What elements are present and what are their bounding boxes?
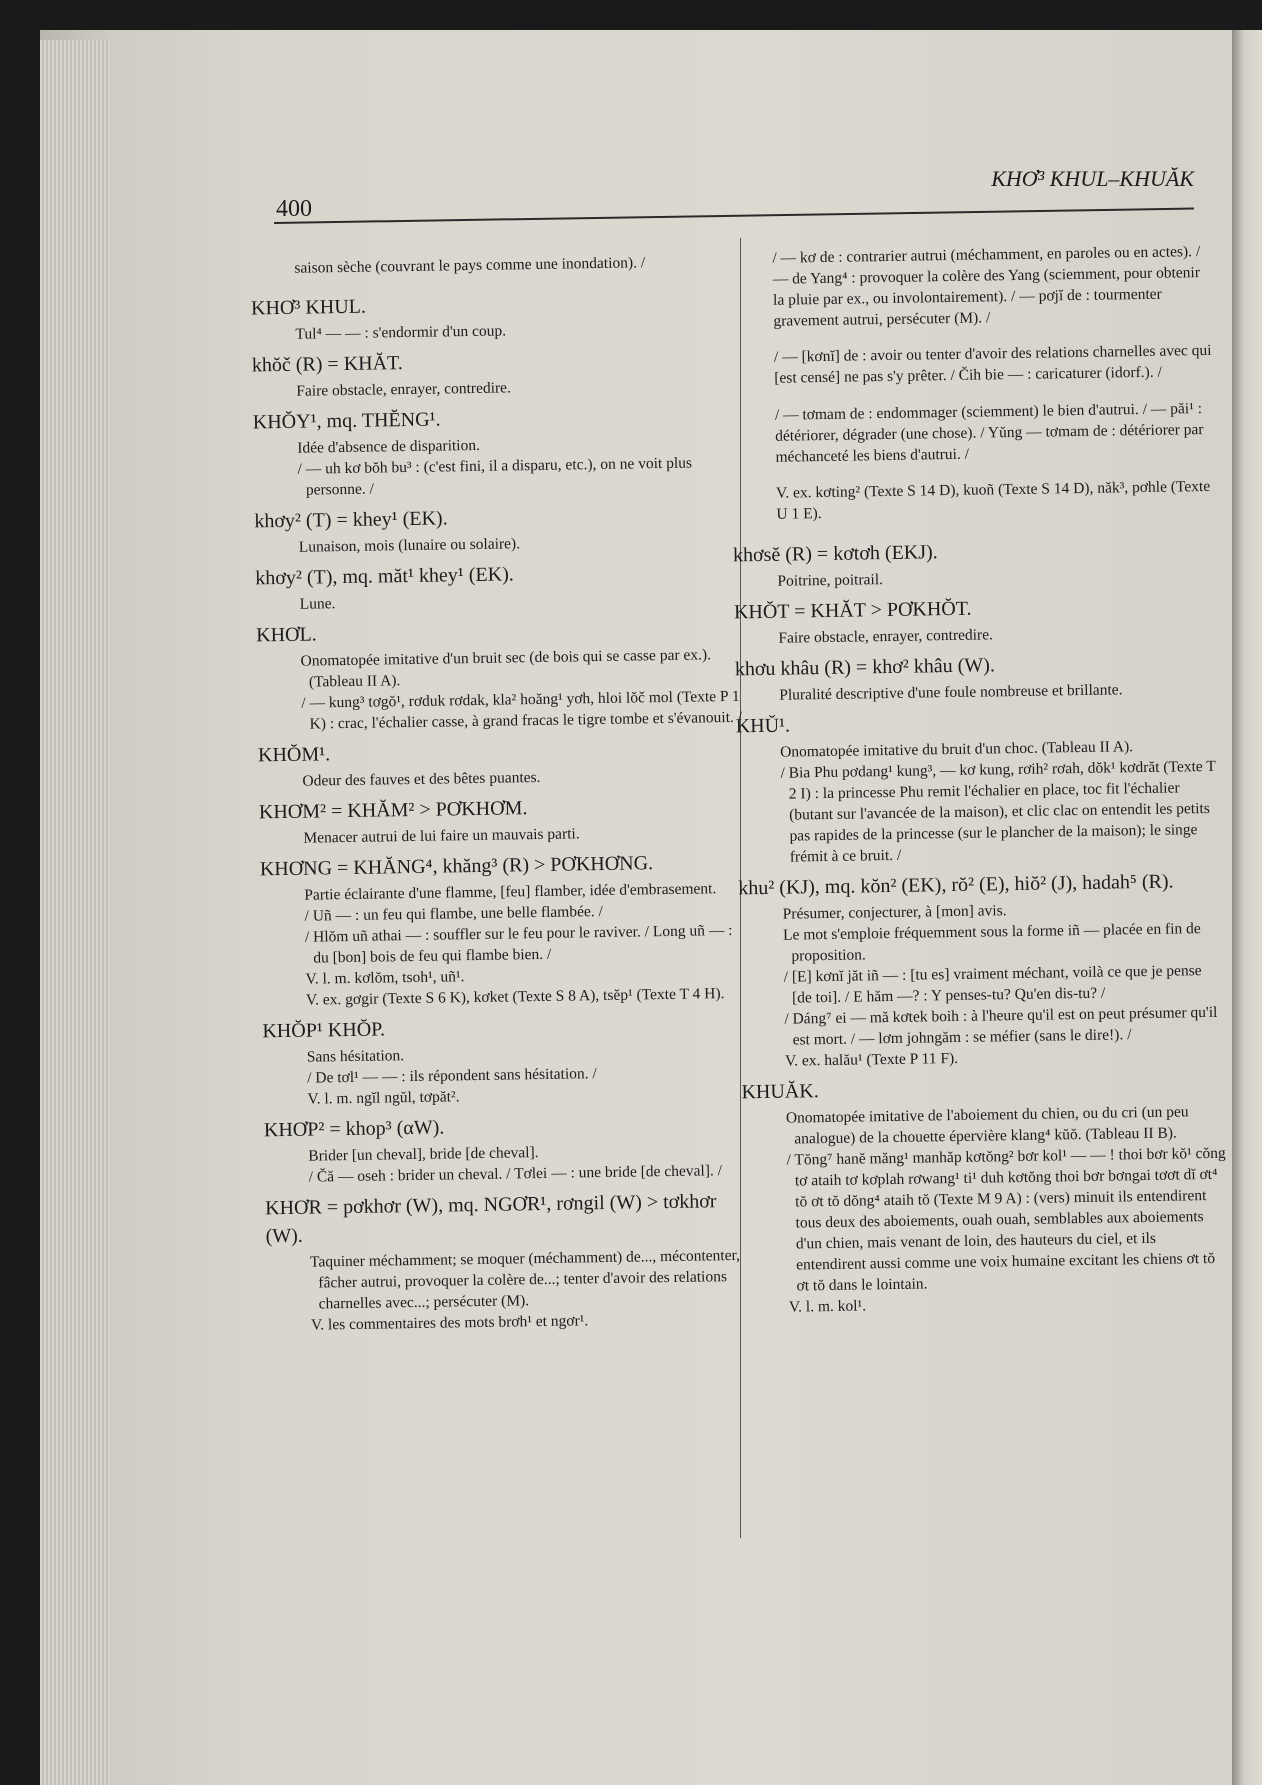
entry-headword: KHƠNG = KHĂNG⁴, khăng³ (R) > PƠKHƠNG. [259,852,654,881]
entry-definition-line: Brider [un cheval], bride [de cheval]. [308,1144,539,1165]
dictionary-entry [251,344,738,402]
entry-definition-line: V. l. m. ngĭl ngŭl, tơpăt². [307,1088,460,1108]
entry-definition-line: Faire obstacle, enrayer, contredire. [296,379,512,400]
entry-definition-line: V. ex. kơting² (Texte S 14 D), kuoñ (Texte S 14 D), năk³, pơhle (Texte U 1 E). [775,477,1211,523]
entry-definition-line: / — kơ de : contrarier autrui (méchamment, en paroles ou en actes). / — de Yang⁴ : provoquer la colère des Yang (sciemment, pour obtenir la pluie par ex., ou involontairement). / — pơjĭ de : tourmenter gravement autrui, persécuter (M). / [772,242,1201,330]
entry-definition-line: / Dáng⁷ ei — mă kơtek boih : à l'heure qu'il est on peut présumer qu'il est mort. / — lơm johngăm : se méfier (sans le dire!). / [784,1003,1218,1049]
entry-definition-line: Partie éclairante d'une flamme, [feu] flamber, idée d'embrasement. [304,880,717,904]
dictionary-entry [258,791,745,849]
entry-headword: KHƠP² = khop³ (αW). [263,1116,445,1142]
entry-headword: KHŎM¹. [257,743,331,767]
entry-headword: KHƠM² = KHĂM² > PƠKHƠM. [258,797,528,824]
entry-definition-line: Pluralité descriptive d'une foule nombreuse et brillante. [779,680,1123,704]
right-column [732,225,1230,1324]
entry-definition-line: Faire obstacle, enrayer, contredire. [778,625,994,647]
dictionary-entry [257,734,744,792]
dictionary-entry [735,704,1223,867]
next-page-edge [1232,30,1262,1785]
entry-definition-line: / Bia Phu pơdang¹ kung³, — kơ kung, rơih² rơah, dŏk¹ kơdrăt (Texte T 2 I) : la princesse Phu remit l'échalier en place, toc fit l'échalier (butant sur l'avancée de la maison), et clic clac on entendit les petits pas rapides de la princesse (sur le plancher de la maison); le singe frémit à ce bruit. / [780,757,1216,866]
dictionary-entry [733,590,1220,648]
entry-definition-line: Sans hésitation. [306,1047,405,1066]
entry-definition-line: Idée d'absence de disparition. [297,436,481,457]
dictionary-entry [265,1187,752,1336]
entry-definition-line: V. les commentaires des mots brơh¹ et ngơr¹. [310,1312,589,1334]
dictionary-entry [734,647,1221,705]
entry-definition-line: V. ex. halău¹ (Texte P 11 F). [784,1049,959,1070]
dictionary-entry [263,1109,750,1188]
entry-definition-line: Le mot s'emploie fréquemment sous la forme iñ — placée en fin de proposition. [782,919,1201,965]
entry-definition-line: / — tơmam de : endommager (sciemment) le bien d'autrui. / — păi¹ : détériorer, dégrader (une chose). / Yŭng — tơmam de : détériorer par méchanceté les biens d'autrui. / [774,399,1204,466]
entry-headword: khơsĕ (R) = kơtơh (EKJ). [732,540,938,566]
entry-definition-line: / Hlŏm uñ athai — : souffler sur le feu pour le raviver. / Long uñ — : du [bon] bois de feu qui flambe bien. / [304,921,733,967]
entry-headword: KHŬ¹. [735,714,791,737]
entry-definition-line: / — [kơnĭ] de : avoir ou tenter d'avoir des relations charnelles avec qui [est censé] ne pas s'y prêter. / Čih bie — : caricaturer (idorf.). / [773,341,1212,387]
entry-headword: KHUĂK. [741,1079,819,1103]
dictionary-entry [732,533,1219,591]
entry-definition-line: Menacer autrui de lui faire un mauvais parti. [303,825,580,847]
entry-headword: khơy² (T), mq. măt¹ khey¹ (EK). [255,563,514,590]
running-head: KHƠ³ KHUL–KHUĂK [991,166,1194,191]
dictionary-entry [254,500,740,558]
dictionary-entry [259,848,747,1011]
dictionary-entry [255,557,741,615]
entry-headword: KHŎY¹, mq. THĔNG¹. [252,408,441,434]
dictionary-entry [256,614,743,735]
entry-headword: khơy² (T) = khey¹ (EK). [254,507,448,533]
entry-definition-line: / De tơl¹ — — : ils répondent sans hésitation. / [307,1065,597,1087]
entry-headword: khu² (KJ), mq. kŏn² (EK), rŏ² (E), hiŏ² (J), hadah⁵ (R). [738,870,1174,899]
entry-definition-line: V. l. m. kol¹. [788,1296,867,1316]
dictionary-entry [250,287,737,345]
dictionary-entry [738,866,1226,1071]
entry-definition-line: saison sèche (couvrant le pays comme une inondation). / [294,253,646,277]
entry-headword: KHƠL. [256,623,317,647]
entry-definition-line: Taquiner méchamment; se moquer (méchamment) de..., mécontenter, fâcher autrui, provoquer la colère de...; tenter d'avoir des relations charnelles avec...; persécuter (M). [309,1246,741,1313]
entry-definition-line: Onomatopée imitative d'un bruit sec (de bois qui se casse par ex.). (Tableau II A). [300,646,712,691]
entry-definition-line: Lune. [299,595,336,613]
page-number: 400 [276,196,312,222]
dictionary-entry [262,1010,748,1110]
entry-definition-line: Onomatopée imitative du bruit d'un choc. (Tableau II A). [780,737,1134,761]
page-edges [40,40,110,1785]
entry-definition-line: Tul⁴ — — : s'endormir d'un coup. [295,322,507,343]
entry-definition-line: Présumer, conjecturer, à [mon] avis. [782,901,1007,923]
page-header [276,166,1194,226]
entry-definition-line: / Tŏng⁷ hanĕ măng¹ manhăp kơtŏng² bơr kol¹ — — ! thoi bơr kŏ¹ cŏng tơ ataih tơ kơplah rơwang¹ ti¹ duh kơtŏng thoi bơr bơngai tơơt dĭ ơt⁴ tŏ ơt tŏ dŏng⁴ ataih tŏ (Texte M 9 A) : (vers) minuit ils entendirent tous deux des aboiements, ouah ouah, semblables aux aboiements d'un chien, mais venant de loin, des hauteurs du ciel, et ils entendirent aussi comme une voix humaine excitant les chiens ơt tŏ ơt tŏ dans le lointain. [786,1144,1226,1295]
entry-definition-line: Poitrine, poitrail. [777,570,884,590]
dictionary-entry [758,240,1217,525]
entry-headword: khơu khâu (R) = khơ² khâu (W). [734,653,996,680]
entry-headword: KHŎT = KHĂT > PƠKHŎT. [733,597,972,623]
entry-definition-line: / Čă — oseh : brider un cheval. / Tơlei — : une bride [de cheval]. / [308,1162,723,1186]
entry-headword: KHŎP¹ KHŎP. [262,1018,386,1043]
left-column [250,235,752,1342]
entry-headword: KHƠR = pơkhơr (W), mq. NGƠR¹, rơngil (W) > tơkhơr (W). [265,1190,717,1248]
entry-definition-line: V. l. m. kơlŏm, tsoh¹, uñ¹. [305,968,465,988]
dictionary-entry [280,250,735,278]
entry-definition-line: / — uh kơ bŏh bu³ : (c'est fini, il a disparu, etc.), on ne voit plus personne. / [297,454,693,499]
entry-definition-line: Onomatopée imitative de l'aboiement du chien, ou du cri (un peu analogue) de la chouette épervière klang⁴ kŭŏ. (Tableau II B). [785,1102,1189,1148]
dictionary-entry [741,1070,1230,1317]
entry-definition-line: V. ex. gơgir (Texte S 6 K), kơket (Texte S 8 A), tsĕp¹ (Texte T 4 H). [305,985,725,1009]
entry-definition-line: / — kung³ tơgŏ¹, rơduk rơdak, kla² hoăng¹ yơh, hloi lŏč mol (Texte P 1 K) : crac, l'échalier casse, à grand fracas le tigre tombe et s'évanouit. / [301,687,743,733]
entry-definition-line: / [E] kơnĭ jăt iñ — : [tu es] vraiment méchant, voilà ce que je pense [de toi]. / E hăm —? : Y penses-tu? Qu'en dis-tu? / [783,961,1202,1007]
dictionary-entry [252,401,739,501]
entry-definition-line: / Uñ — : un feu qui flambe, une belle flambée. / [304,903,603,925]
entry-definition-line: Lunaison, mois (lunaire ou solaire). [298,535,521,556]
entry-headword: KHƠ³ KHUL. [250,295,367,320]
entry-headword: khŏč (R) = KHĂT. [251,352,403,377]
entry-definition-line: Odeur des fauves et des bêtes puantes. [302,768,541,790]
